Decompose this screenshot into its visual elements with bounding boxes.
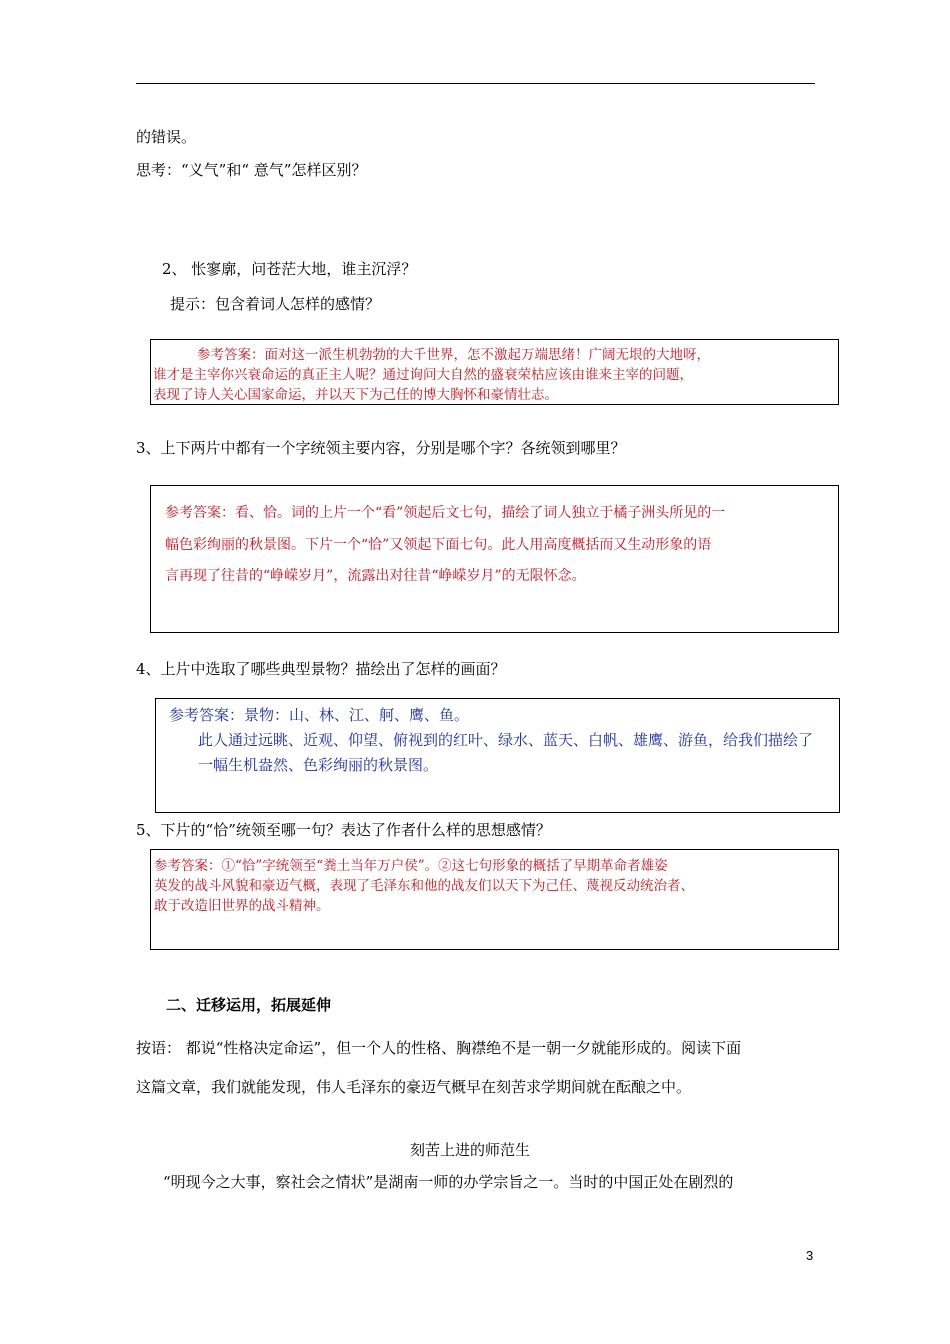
header-rule [136,83,815,84]
section-heading: 二、迁移运用，拓展延伸 [166,996,332,1014]
note-line: 按语： 都说“性格决定命运”，但一个人的性格、胸襟绝不是一朝一夕就能形成的。阅读下面 [136,1039,742,1057]
answer-box-5 [150,849,839,950]
question-2: 2、 怅寥廓，问苍茫大地，谁主沉浮？ [162,260,417,278]
article-paragraph: “明现今之大事，察社会之情状”是湖南一师的办学宗旨之一。当时的中国正处在剧烈的 [163,1173,734,1191]
answer-line: 英发的战斗风貌和豪迈气概，表现了毛泽东和他的战友们以天下为己任、蔑视反动统治者、 [154,878,694,894]
question-5: 5、下片的“恰”统领至哪一句？表达了作者什么样的思想感情？ [136,821,551,839]
article-title: 刻苦上进的师范生 [410,1141,531,1159]
think-question: 思考：“义气”和“ 意气”怎样区别？ [136,161,367,179]
answer-line: 一幅生机盎然、色彩绚丽的秋景图。 [198,756,439,774]
answer-line: 此人通过远眺、近观、仰望、俯视到的红叶、绿水、蓝天、白帆、雄鹰、游鱼，给我们描绘了 [198,731,814,749]
answer-line: 言再现了往昔的“峥嵘岁月”，流露出对往昔“峥嵘岁月”的无限怀念。 [165,568,586,584]
answer-line: 谁才是主宰你兴衰命运的真正主人呢？通过询问大自然的盛衰荣枯应该由谁来主宰的问题， [153,367,693,383]
page-number: 3 [806,1248,814,1263]
question-4: 4、上片中选取了哪些典型景物？描绘出了怎样的画面？ [136,660,506,678]
answer-line: 敢于改造旧世界的战斗精神。 [154,898,330,914]
note-line: 这篇文章，我们就能发现，伟人毛泽东的豪迈气概早在刻苦求学期间就在酝酿之中。 [136,1078,692,1096]
answer-line: 幅色彩绚丽的秋景图。下片一个“恰”又领起下面七句。此人用高度概括而又生动形象的语 [165,537,712,553]
question-3: 3、上下两片中都有一个字统领主要内容，分别是哪个字？各统领到哪里？ [136,439,626,457]
answer-box-2 [150,339,839,405]
answer-box-3 [150,485,839,633]
answer-line: 参考答案：面对这一派生机勃勃的大千世界，怎不激起万端思绪！广阔无垠的大地呀， [197,347,710,363]
text-line: 的错误。 [136,128,197,146]
answer-line: 表现了诗人关心国家命运，并以天下为己任的博大胸怀和豪情壮志。 [153,387,558,403]
question-2-hint: 提示：包含着词人怎样的感情？ [170,295,381,313]
answer-line: 参考答案：景物：山、林、江、舸、鹰、鱼。 [169,706,470,724]
answer-line: 参考答案：①“恰”字统领至“粪土当年万户侯”。②这七句形象的概括了早期革命者雄姿 [154,858,668,874]
answer-line: 参考答案：看、恰。词的上片一个“看”领起后文七句，描绘了词人独立于橘子洲头所见的一 [165,505,726,521]
answer-box-4 [155,698,840,813]
